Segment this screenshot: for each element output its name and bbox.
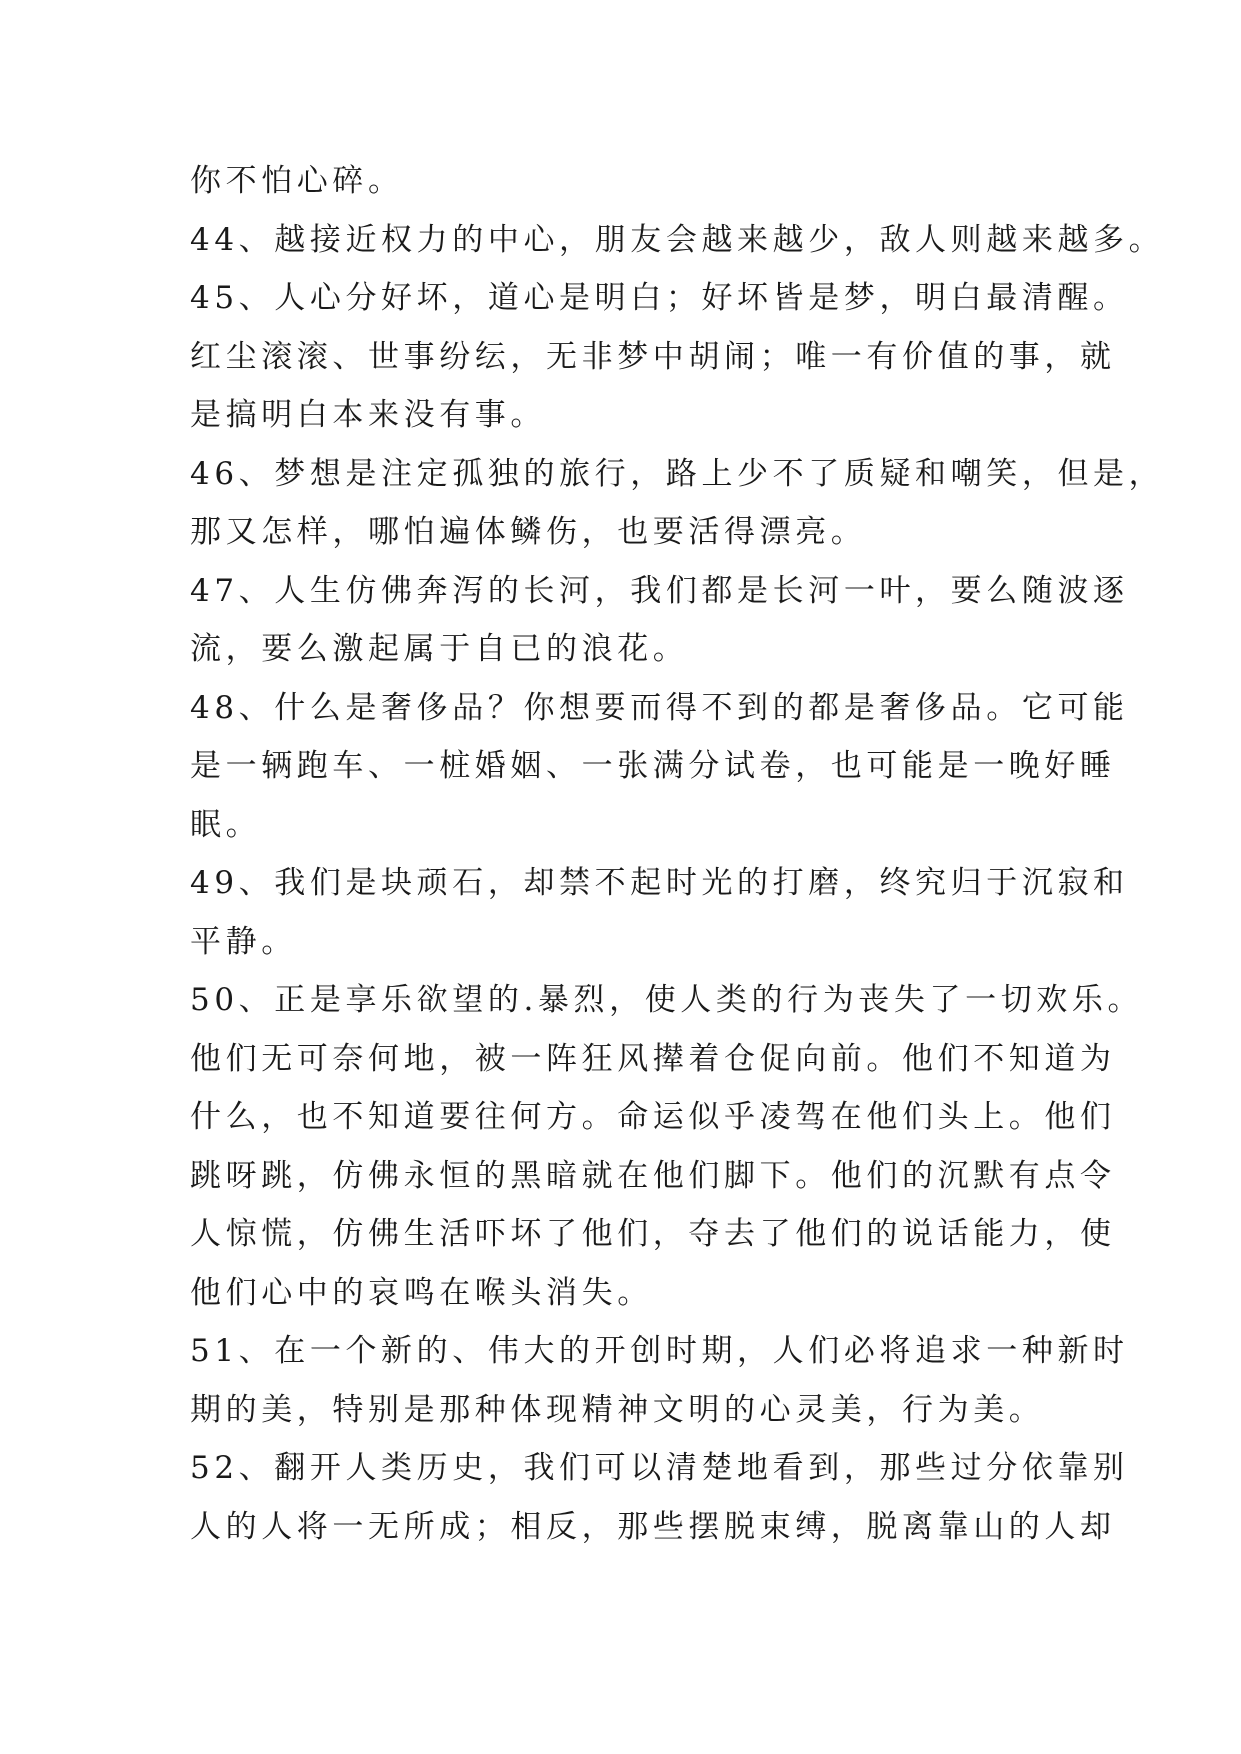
document-body bbox=[190, 152, 1165, 1556]
text-line: 52、翻开人类历史，我们可以清楚地看到，那些过分依靠别 bbox=[190, 1450, 1129, 1486]
text-line: 眠。 bbox=[190, 806, 262, 843]
text-line: 是搞明白本来没有事。 bbox=[190, 397, 546, 433]
text-line: 46、梦想是注定孤独的旅行，路上少不了质疑和嘲笑，但是， bbox=[190, 455, 1165, 492]
text-line: 那又怎样，哪怕遍体鳞伤，也要活得漂亮。 bbox=[190, 514, 867, 550]
text-line: 49、我们是块顽石，却禁不起时光的打磨，终究归于沉寂和 bbox=[190, 865, 1129, 901]
text-line: 51、在一个新的、伟大的开创时期，人们必将追求一种新时 bbox=[190, 1333, 1129, 1369]
text-line: 48、什么是奢侈品？你想要而得不到的都是奢侈品。它可能 bbox=[190, 689, 1129, 726]
text-line: 是一辆跑车、一桩婚姻、一张满分试卷，也可能是一晚好睡 bbox=[190, 748, 1116, 784]
text-line: 他们心中的哀鸣在喉头消失。 bbox=[190, 1274, 653, 1311]
text-line: 人惊慌，仿佛生活吓坏了他们，夺去了他们的说话能力，使 bbox=[190, 1216, 1116, 1252]
text-line: 平静。 bbox=[190, 923, 297, 960]
text-line: 人的人将一无所成；相反，那些摆脱束缚，脱离靠山的人却 bbox=[190, 1508, 1116, 1545]
text-line: 红尘滚滚、世事纷纭，无非梦中胡闹；唯一有价值的事，就 bbox=[190, 338, 1116, 375]
text-line: 他们无可奈何地，被一阵狂风撵着仓促向前。他们不知道为 bbox=[190, 1040, 1116, 1077]
text-line: 44、越接近权力的中心，朋友会越来越少，敌人则越来越多。 bbox=[190, 221, 1165, 258]
text-line: 47、人生仿佛奔泻的长河，我们都是长河一叶，要么随波逐 bbox=[190, 572, 1129, 609]
text-line: 跳呀跳，仿佛永恒的黑暗就在他们脚下。他们的沉默有点令 bbox=[190, 1157, 1116, 1194]
text-line: 45、人心分好坏，道心是明白；好坏皆是梦，明白最清醒。 bbox=[190, 280, 1129, 316]
text-line: 50、正是享乐欲望的.暴烈，使人类的行为丧失了一切欢乐。 bbox=[190, 982, 1144, 1018]
text-line: 期的美，特别是那种体现精神文明的心灵美，行为美。 bbox=[190, 1391, 1045, 1428]
text-line: 你不怕心碎。 bbox=[190, 163, 404, 199]
text-line: 什么，也不知道要往何方。命运似乎凌驾在他们头上。他们 bbox=[190, 1099, 1116, 1135]
text-line: 流，要么激起属于自已的浪花。 bbox=[190, 631, 689, 667]
